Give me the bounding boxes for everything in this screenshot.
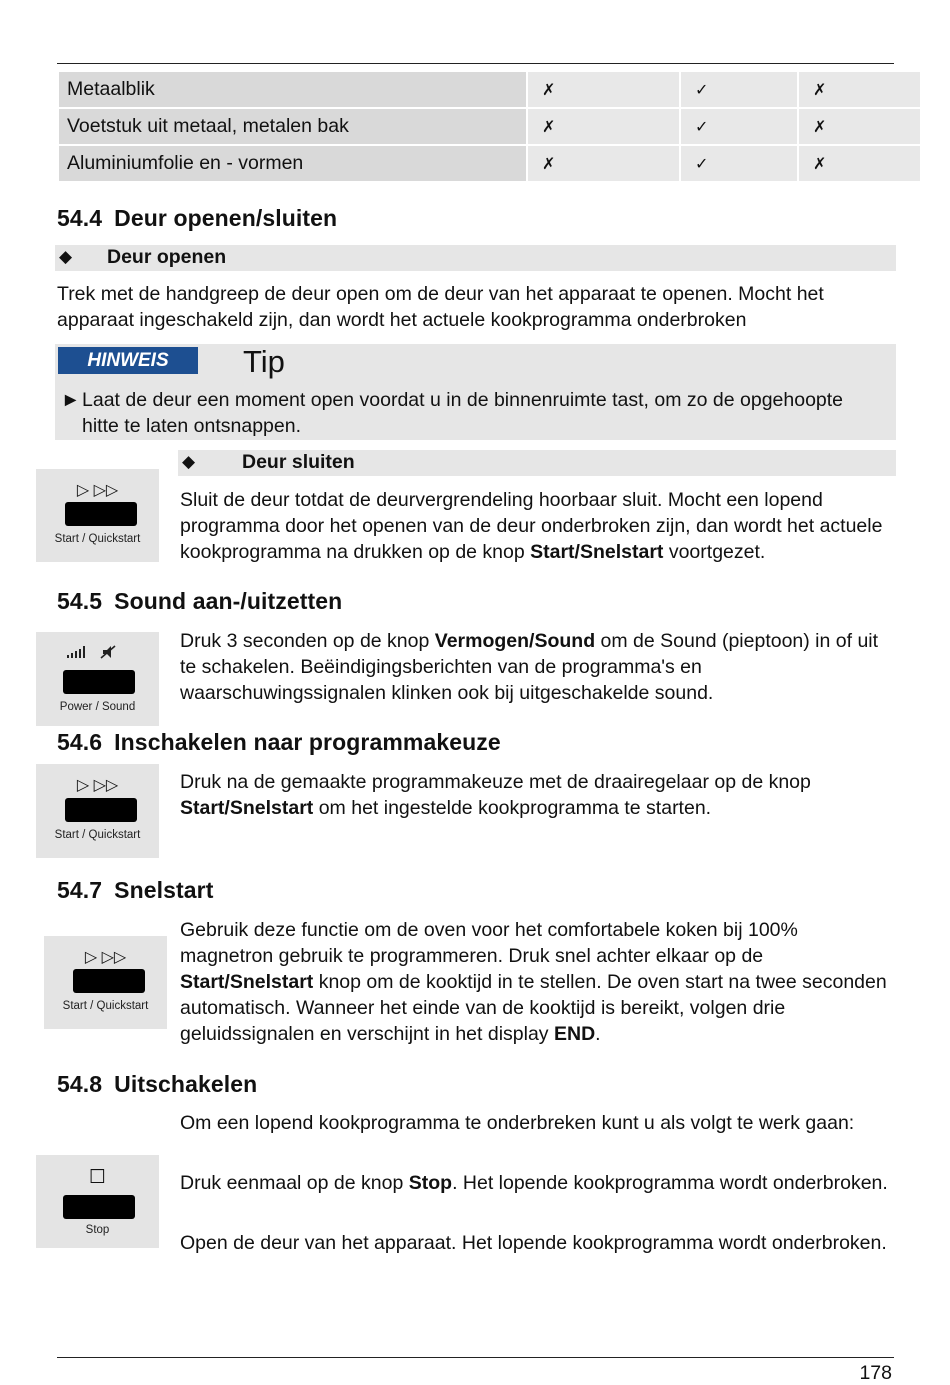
section-number: 54.5 (57, 588, 103, 614)
stop-icon: ☐ (88, 1167, 107, 1188)
start-quickstart-button[interactable] (65, 798, 137, 822)
start-quickstart-button-panel (36, 764, 159, 858)
stop-button-panel (36, 1155, 159, 1248)
text-run: voortgezet. (663, 541, 766, 563)
cross-icon: ✗ (799, 109, 920, 144)
section-heading-54-5 (57, 588, 342, 615)
cross-icon: ✗ (528, 72, 679, 107)
start-quickstart-button-panel (44, 936, 167, 1029)
paragraph-programmakeuze (180, 769, 895, 821)
button-caption: Start / Quickstart (54, 829, 141, 841)
section-heading-54-6 (57, 729, 501, 756)
section-heading-54-8 (57, 1071, 257, 1098)
bold-text: Start/Snelstart (180, 971, 314, 993)
check-icon: ✓ (681, 146, 797, 181)
paragraph-deur-sluiten (180, 487, 895, 565)
table-row (59, 146, 920, 181)
start-quickstart-button[interactable] (65, 502, 137, 526)
cross-icon: ✗ (799, 72, 920, 107)
start-quickstart-button[interactable] (73, 969, 145, 993)
paragraph-uitschakelen-2 (180, 1170, 895, 1196)
text-run: knop om de kooktijd in te stellen. De oven start na twee seconden automatisch. Wanneer het einde van de kooktijd is bereikt, volgen drie geluidssignalen en verschijnt in het display (180, 971, 887, 1045)
button-caption: Start / Quickstart (54, 533, 141, 545)
cross-icon: ✗ (799, 146, 920, 181)
hint-body: Laat de deur een moment open voordat u in de binnenruimte tast, om zo de opgehoopte hitte te laten ontsnappen. (82, 389, 844, 437)
section-heading-54-4 (57, 205, 337, 232)
top-rule (57, 63, 894, 64)
play-fast-forward-icon: ▷ ▷▷ (84, 949, 127, 966)
text-run: . Het lopende kookprogramma wordt onderbroken. (452, 1172, 888, 1194)
table-row (59, 72, 920, 107)
section-number: 54.8 (57, 1071, 103, 1097)
start-quickstart-button-panel (36, 469, 159, 562)
bottom-rule (57, 1357, 894, 1358)
subheading-deur-sluiten (178, 450, 896, 476)
play-fast-forward-icon: ▷ ▷▷ (76, 777, 119, 794)
paragraph-deur-openen: Trek met de handgreep de deur open om de deur van het apparaat te openen. Mocht het apparaat ingeschakeld zijn, dan wordt het actuele kookprogramma onderbroken (57, 283, 824, 331)
section-title: Snelstart (114, 877, 214, 903)
power-mute-icon (61, 644, 135, 660)
hint-title: Tip (243, 344, 285, 379)
cross-icon: ✗ (528, 109, 679, 144)
paragraph-uitschakelen-1: Om een lopend kookprogramma te onderbreken kunt u als volgt te werk gaan: (180, 1112, 855, 1134)
text-run: Druk 3 seconden op de knop (180, 630, 435, 652)
hint-text (61, 387, 881, 439)
bold-text: Vermogen/Sound (434, 630, 596, 652)
text-run: Gebruik deze functie om de oven voor het comfortabele koken bij 100% magnetron gebruik te programmeren. Druk snel achter elkaar op de (180, 919, 798, 967)
power-level-icon (36, 644, 159, 663)
section-number: 54.4 (57, 205, 103, 231)
diamond-bullet-icon: ◆ (182, 452, 196, 471)
power-sound-button[interactable] (63, 670, 135, 694)
hinweis-badge: HINWEIS (58, 347, 198, 374)
paragraph-uitschakelen-3: Open de deur van het apparaat. Het lopende kookprogramma wordt onderbroken. (180, 1232, 887, 1254)
section-title: Deur openen/sluiten (114, 205, 338, 231)
material-name: Voetstuk uit metaal, metalen bak (59, 109, 526, 144)
button-caption: Start / Quickstart (62, 1000, 149, 1012)
text-run: Druk na de gemaakte programmakeuze met de draairegelaar op de knop (180, 771, 811, 793)
section-title: Sound aan-/uitzetten (114, 588, 343, 614)
button-caption: Power / Sound (59, 701, 136, 713)
hint-box (55, 344, 896, 440)
bold-text: END (553, 1023, 596, 1045)
diamond-bullet-icon: ◆ (59, 247, 73, 266)
stop-button[interactable] (63, 1195, 135, 1219)
page-number: 178 (859, 1362, 892, 1384)
play-fast-forward-icon: ▷ ▷▷ (76, 482, 119, 499)
section-title: Inschakelen naar programmakeuze (114, 729, 501, 755)
text-run: om het ingestelde kookprogramma te starten. (313, 797, 712, 819)
text-run: Sluit de deur totdat de deurvergrendeling hoorbaar sluit. Mocht een lopend programma door het openen van de deur onderbroken zijn, dan wordt het actuele kookprogramma na drukken op de knop (180, 489, 883, 563)
power-sound-button-panel (36, 632, 159, 726)
check-icon: ✓ (681, 72, 797, 107)
bold-text: Start/Snelstart (530, 541, 664, 563)
material-name: Aluminiumfolie en - vormen (59, 146, 526, 181)
section-number: 54.7 (57, 877, 103, 903)
material-name: Metaalblik (59, 72, 526, 107)
button-caption: Stop (85, 1224, 110, 1236)
section-number: 54.6 (57, 729, 103, 755)
cross-icon: ✗ (528, 146, 679, 181)
text-run: . (595, 1023, 601, 1045)
text-run: Druk eenmaal op de knop (180, 1172, 409, 1194)
check-icon: ✓ (681, 109, 797, 144)
material-table (57, 70, 922, 183)
subheading-label: Deur openen (107, 246, 227, 268)
text-run: om de Sound (pieptoon) in of uit te schakelen. Beëindigingsberichten van de programma's en waarschuwingssignalen klinken ook bij uitgeschakelde sound. (180, 630, 879, 704)
section-heading-54-7 (57, 877, 214, 904)
bold-text: Stop (408, 1172, 453, 1194)
paragraph-snelstart (180, 917, 895, 1047)
subheading-label: Deur sluiten (242, 451, 355, 473)
bold-text: Start/Snelstart (180, 797, 314, 819)
section-title: Uitschakelen (114, 1071, 258, 1097)
subheading-deur-openen (55, 245, 896, 271)
arrow-right-icon: ► (61, 389, 81, 411)
table-row (59, 109, 920, 144)
paragraph-sound (180, 628, 895, 706)
